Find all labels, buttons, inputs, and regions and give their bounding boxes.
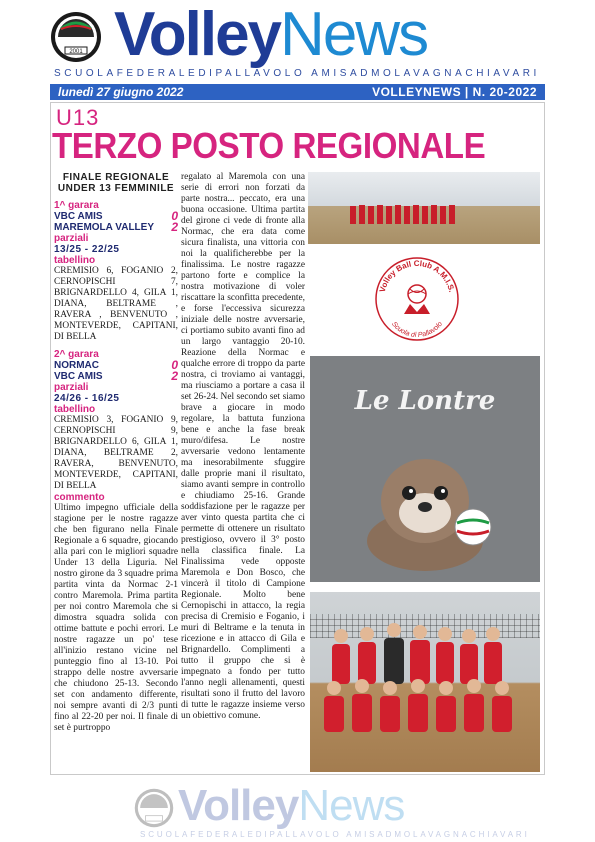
match2-team2 xyxy=(54,371,178,382)
brand-news: News xyxy=(280,0,428,69)
footer-tagline: SCUOLAFEDERALEDIPALLAVOLO AMISADMOLAVAGNACHIAVARI xyxy=(140,830,530,839)
commento-part1: Ultimo impegno ufficiale della stagione per le nostre ragazze che ben figurano nella Finale Regionale a 6 squadre, giocando alla pari con le migliori squadre Under 13 della Liguria. Nel nostro girone da 3 squadre prima partita vinta da Normac 2-1 contro Maremola. Prima partita per noi contro Maremola che si dimostra squadra solida con ottime battute e pochi errori. Le nostre ragazze un po' tese all'inizio restano vicine nel punteggio fino al 13-10. Poi strappo delle nostre avversarie che chiudono 25-13. Secondo set con andamento differente, noi sempre avanti di 2/3 punti fino al 22-20 per noi. Il finale di set è purtroppo xyxy=(54,503,178,733)
shirt-text: Le Lontre xyxy=(354,386,496,416)
otter-mascot-icon xyxy=(355,431,495,571)
issue-number: VOLLEYNEWS | N. 20-2022 xyxy=(372,85,537,99)
commento-label: commento xyxy=(54,492,105,503)
article-headline: TERZO POSTO REGIONALE xyxy=(52,125,486,166)
match1-team1 xyxy=(54,211,178,222)
match2-team1-name: NORMAC xyxy=(54,360,99,371)
team-players-icon xyxy=(310,622,540,772)
issue-date: lunedì 27 giugno 2022 xyxy=(58,85,184,99)
match1-tabellino-label: tabellino xyxy=(54,255,96,266)
match2-score1: 0 xyxy=(171,358,178,372)
match1-score2: 2 xyxy=(171,220,178,234)
footer-brand-volley: Volley xyxy=(178,781,299,830)
date-bar xyxy=(50,84,545,100)
club-logo-top-text: Volley Ball Club A.M.I.S. xyxy=(377,258,457,294)
commento-part2: regalato al Maremola con una serie di errori non forzati da parte nostra... peccato, era una buona occasione. Ultima partita del girone ci vede di fronte alla Normac, che era data come sicura finalista, una vittoria con noi la qualificherebbe per la finalissima. Le nostre ragazze partono forte e complice la nostra motivazione di voler riscattare la sconfitta precedente, e forse l'eccessiva sicurezza iniziale delle nostre avversarie, ci portiamo subito avanti fino ad un largo vantaggio 20-10. Reazione della Normac e qualche errore di troppo da parte nostra, ci troviamo ai vantaggi, ma riusciamo a portare a casa il set 26-24. Nel secondo set siamo brave a giocare in modo regolare, la battuta funziona bene e anche la fase break muro/difesa. Le nostre avversarie vedono lentamente ma inesorabilmente sfuggire dalle proprie mani il risultato, siamo avanti sempre in controllo e chiudiamo 25-16. Grande soddisfazione per le ragazze per aver vinto questa partita che ci permette di ottenere un risultato prestigioso, ovvero il 3° posto nella classifica finale. La Finalissima vede opposte Maremola e Don Bosco, che vincerà il titolo di Campione Regionale. Molto bene Cernopischi in attacco, la regia precisa di Cremisio e Foganio, i muri di Beltrame e la tenuta in ricezione e in attacco di Gila e Brignardello. Complimenti a tutto il gruppo che si è impegnato a fondo per tutto l'anno negli allenamenti, questi risultati sono il frutto del lavoro di tutte le ragazze insieme verso un obiettivo comune. xyxy=(181,172,305,721)
brand-wordmark xyxy=(114,0,428,69)
match1-team1-name: VBC AMIS xyxy=(54,211,103,222)
footer-watermark xyxy=(0,782,595,842)
footer-badge-icon xyxy=(134,788,174,828)
badge-year: 2001 xyxy=(69,49,83,55)
match1-tabellino: CREMISIO 6, FOGANIO 2, CERNOPISCHI 7, BRIGNARDELLO 4, GILA 1, DIANA, BELTRAME , RAVERA , BENVENUTO , MONTEVERDE, CAPITANI, DI BELLA xyxy=(54,266,178,342)
photo-gym-lineup xyxy=(308,172,540,244)
tagline: SCUOLAFEDERALEDIPALLAVOLO AMISADMOLAVAGNACHIAVARI xyxy=(54,68,540,79)
brand-volley: Volley xyxy=(114,0,281,69)
club-logo-bottom-text: Scuola di Pallavolo xyxy=(390,320,444,340)
match2-team1 xyxy=(54,360,178,371)
photo-le-lontre-shirt xyxy=(310,356,540,582)
match2-parziali: 24/26 - 16/25 xyxy=(54,393,120,404)
match1-score1: 0 xyxy=(171,209,178,223)
badge-text: ANNO xyxy=(70,39,82,44)
match2-tabellino: CREMISIO 3, FOGANIO 9, CERNOPISCHI 9, BRIGNARDELLO 6, GILA 1, DIANA, BELTRAME 2, RAVERA, BENVENUTO, MONTEVERDE, CAPITANI, DI BELLA xyxy=(54,415,178,491)
column-left xyxy=(54,172,178,734)
match1-parziali: 13/25 - 22/25 xyxy=(54,244,120,255)
match1-team2-name: MAREMOLA VALLEY xyxy=(54,222,154,233)
section-label: U13 xyxy=(56,105,100,130)
match1-parziali-label: parziali xyxy=(54,233,89,244)
masthead xyxy=(0,0,595,84)
match2-parziali-label: parziali xyxy=(54,382,89,393)
finale-title: FINALE REGIONALE UNDER 13 FEMMINILE xyxy=(57,172,175,194)
footer-brand-news: News xyxy=(298,781,405,830)
match2-label: 2^ garara xyxy=(54,349,99,360)
match2-team2-name: VBC AMIS xyxy=(54,371,103,382)
school-badge-icon xyxy=(50,11,102,63)
match2-tabellino-label: tabellino xyxy=(54,404,96,415)
match1-label: 1^ garara xyxy=(54,200,99,211)
match2-score2: 2 xyxy=(171,369,178,383)
match1-team2 xyxy=(54,222,178,233)
footer-brand xyxy=(178,781,405,830)
column-middle xyxy=(181,172,305,722)
players-lineup-icon xyxy=(348,202,468,224)
photo-team-group xyxy=(310,592,540,772)
club-logo-icon xyxy=(374,256,460,342)
